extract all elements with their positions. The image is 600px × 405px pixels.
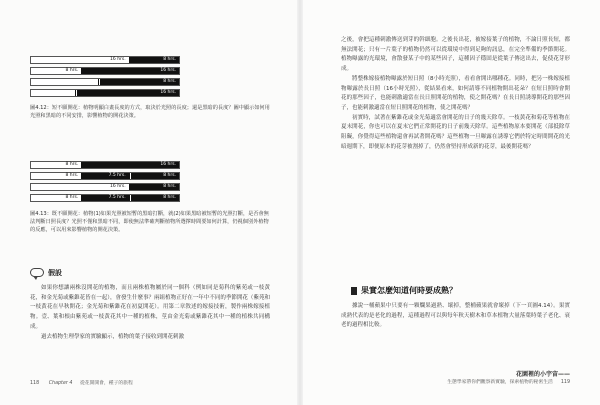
light-period-bar: [31, 162, 81, 168]
chapter-label: Chapter 4: [48, 381, 73, 386]
light-period-bar: [31, 57, 129, 63]
dark-period-label: 8 hrs.: [163, 195, 176, 200]
qa-section-title: 假設: [48, 269, 62, 277]
chart-b-row: [30, 183, 180, 191]
light-period-bar: [31, 184, 129, 190]
dark-period-bar: [132, 173, 179, 179]
light-period-bar: [31, 90, 75, 96]
section-title: 果實怎麼知道何時要成熟？: [361, 286, 457, 295]
photoperiod-chart-a: [30, 56, 180, 100]
dark-period-label: 7.5 hrs.: [108, 195, 126, 200]
left-footer: [30, 379, 133, 386]
dark-period-label: 8 hrs.: [163, 184, 176, 189]
dark-period-label: 16 hrs.: [160, 90, 176, 95]
dark-period-bar: [101, 79, 179, 85]
light-period-label: 16 hrs.: [110, 57, 126, 62]
light-period-bar: [31, 79, 98, 85]
section-marker: [351, 287, 357, 295]
paragraph: 初實時，試著在紫錐花或金光菊適當會開花的日子的幾天除草。一枝黃花和菊花等植物在夏末開花，你也可以在夏末它們正常開花的日子前幾天除草。這些植物原本要開花（部抵除草阻礙，你覺得這些植物還會再試著開花嗎？這些植物一旦曝露在誘導它們於特定時間開花的光暗週期下，即便原本的花芽被割掉了，仍然會堅持形成新的花芽，最後開花嗎？: [341, 114, 570, 150]
photoperiod-chart-b: [30, 161, 180, 205]
figure-caption-4-13: 圖4.13：既不願開花：植物(1)如果光照被短暫的黑暗打斷，就(2)如果黑暗被短暫的光照打斷，是否會無法判斷日照長度？光照不僅和黑暗不同，即使無法準確判斷植物所選擇時間要如何計算，仍視個別外植物的反應，可以用來影響植物的開花決策。: [30, 211, 269, 233]
right-body-text-2: [341, 302, 570, 331]
dark-period-bar: [78, 90, 179, 96]
speech-bubble-icon: [30, 268, 44, 277]
book-gutter: [297, 0, 303, 405]
dark-period-bar: [81, 195, 128, 201]
light-period-bar: [31, 68, 81, 74]
paragraph: 之後，會把這種刺激傳送到芽的幹細胞。之後長出花，被嫁接葉子的植物，不論日照長短，都無法開花；只有一片葉子的植物仍然可以從環境中得到足夠的訊息，在完全準備的季節開花。植物曝露的光環境，會散發某子中的某些因子，這種因子穩固是從葉子傳送出去，促使花芽形成。: [341, 37, 570, 73]
light-period-label: 8 hrs.: [65, 162, 79, 167]
paragraph: 過去植物生理學家的實驗顯示，植物的葉子接收到開花刺激: [41, 333, 185, 340]
left-body-text: [30, 284, 270, 342]
dark-period-label: 16 hrs.: [160, 162, 176, 167]
dark-period-bar: [81, 173, 128, 179]
light-period-bar: [31, 195, 81, 201]
dark-period-bar: [129, 184, 179, 190]
dark-period-label: 8 hrs.: [163, 57, 176, 62]
page-number: 119: [560, 380, 570, 385]
right-body-text: [341, 36, 570, 152]
dark-period-label: 16 hrs.: [160, 68, 176, 73]
chart-a-row: [30, 67, 180, 75]
dark-period-bar: [81, 68, 179, 74]
book-title: 花園裡的小宇宙——: [515, 371, 570, 378]
chart-b-row: [30, 161, 180, 169]
paragraph: 如果你想讓兩株沒開花的植物，而且兩株植物屬於同一個科（例如同是菊科的紫苑或一枝黃花，和金光菊或紫錐花皆在一起），會發生什麼事？兩組植物正好在一年中不同的季節開花（紫苑和一枝黃花在早秋開花；金光菊和紫錐花在初夏開花）。用第二章敘述的嫁接技術，製作兩株嫁接植物。壹、葉和根由紫苑或一枝黃花其中一種的植株，莖由金光菊或紫錐花其中一種的植株共同構成。: [30, 285, 270, 330]
dark-period-bar: [81, 162, 179, 168]
book-subtitle: 生態學家帶你們觀察新實驗，探索植物的秘密生活: [447, 380, 553, 385]
light-period-bar: [31, 173, 81, 179]
chapter-title: 從花開開會，種子的旅程: [79, 381, 133, 386]
chart-b-row: [30, 172, 180, 180]
chart-a-row: [30, 89, 180, 97]
right-footer: [447, 371, 570, 387]
page-number: 118: [30, 381, 40, 386]
chart-a-row: [30, 56, 180, 64]
light-period-label: 8 hrs.: [65, 173, 79, 178]
light-period-label: 8 hrs.: [65, 68, 79, 73]
dark-period-label: 8 hrs.: [163, 79, 176, 84]
paragraph: 據說一桶蘋果中只要有一顆爛果過熟、壞掉，整桶蘋果就會壞掉（下一頁圖4.14）。果實成熟代表的是老化的過程，這種過程可以與每年秋天樹木和草本植物大量落葉時葉子老化、衰老的過程相比較。: [341, 303, 570, 329]
paragraph: 將整株嫁接植物曝露於短日照（8小時光照），看看會開出哪種花。同時，把另一株嫁接植物曝露於長日照（16小時光照），從結果看來，如何請導不同植物開出花朵？在短日照時會開花的那些因子，也能刺激適當在長日照開花的植物，使之開花嗎？在長日照誘導開花的那些因子，也能刺激適當在短日照開花的植物，使之開花嗎？: [341, 75, 570, 111]
dark-period-label: 7.5 hrs.: [108, 173, 126, 178]
chart-a-row: [30, 78, 180, 86]
dark-period-label: 8 hrs.: [163, 173, 176, 178]
dark-period-bar: [132, 195, 179, 201]
chart-b-row: [30, 194, 180, 202]
light-period-label: 8 hrs.: [65, 195, 79, 200]
dark-period-bar: [129, 57, 179, 63]
figure-caption-4-12: 圖4.12：短不願開花：植物明顯白畫長度的方式，取決於光照的長度；還是黑暗的長度？圖中顯示如何用光照和黑暗的不同安排，影響植物的開花決策。: [30, 105, 270, 119]
light-period-label: 16 hrs.: [110, 184, 126, 189]
